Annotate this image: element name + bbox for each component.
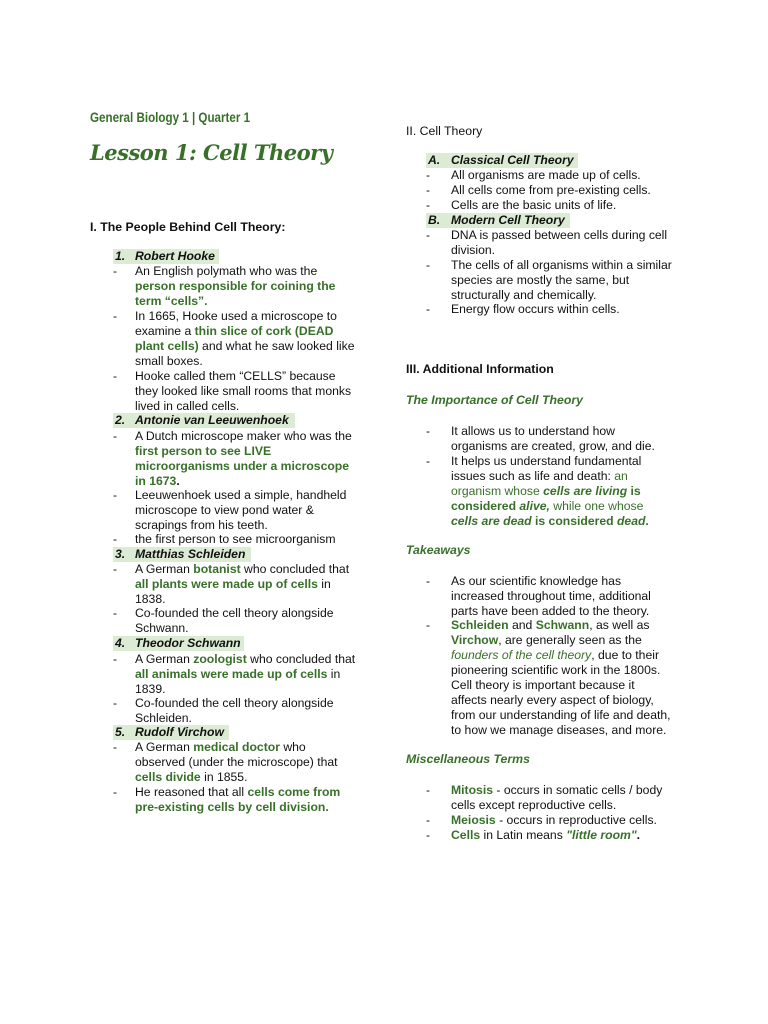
person-name: Robert Hooke <box>135 249 215 263</box>
text-line: The cells of all organisms within a similar <box>451 258 672 272</box>
text-line: lived in called cells. <box>135 399 240 413</box>
dash-bullet: - <box>426 168 431 182</box>
person-heading-virchow <box>113 725 229 740</box>
section-heading-additional-info: III. Additional Information <box>406 362 554 376</box>
text-span: botanist <box>193 562 241 576</box>
dash-bullet: - <box>113 785 118 799</box>
dash-bullet: - <box>426 813 431 827</box>
text-span: who <box>279 740 306 754</box>
person-number: 3. <box>115 547 126 561</box>
text-span: . <box>176 474 180 488</box>
text-span: all animals were made up of cells <box>135 667 328 681</box>
text-span: thin slice of cork (DEAD <box>194 324 334 338</box>
dash-bullet: - <box>113 606 118 620</box>
text-span: all plants were made up of cells <box>135 577 318 591</box>
text-span: who concluded that <box>240 562 350 576</box>
person-name: Antonie van Leeuwenhoek <box>135 413 289 427</box>
text-span: in Latin means <box>480 828 567 842</box>
text-span: organism whose <box>451 484 544 498</box>
dash-bullet: - <box>426 424 431 438</box>
text-span: Virchow <box>451 633 499 647</box>
text-span: , as well as <box>589 618 650 632</box>
text-span: , due to their <box>591 648 660 662</box>
text-line: term “cells”. <box>135 294 208 308</box>
person-heading-hooke <box>113 249 219 264</box>
text-span: cells are dead <box>451 514 532 528</box>
text-span: Schleiden <box>451 618 509 632</box>
text-line: Schwann. <box>135 621 189 635</box>
text-span: and <box>508 618 536 632</box>
text-line: cells except reproductive cells. <box>451 798 617 812</box>
person-number: 1. <box>115 249 126 263</box>
text-span: in <box>317 577 331 591</box>
text-span: - occurs in somatic cells / body <box>492 783 663 797</box>
text-span: cells divide <box>135 770 201 784</box>
text-span: and what he saw looked like <box>198 339 355 353</box>
theory-letter: A. <box>428 153 441 167</box>
text-span: "little room" <box>566 828 637 842</box>
theory-name: Classical Cell Theory <box>451 153 574 167</box>
person-number: 2. <box>115 413 126 427</box>
text-span: . <box>636 828 641 842</box>
dash-bullet: - <box>426 574 431 588</box>
text-line: It allows us to understand how <box>451 424 615 438</box>
text-span: who concluded that <box>246 652 356 666</box>
subheading-importance: The Importance of Cell Theory <box>406 393 583 407</box>
text-span: in 1855. <box>200 770 248 784</box>
text-line: Co-founded the cell theory alongside <box>135 696 334 710</box>
dash-bullet: - <box>113 369 118 383</box>
dash-bullet: - <box>426 228 431 242</box>
subheading-takeaways: Takeaways <box>406 543 471 557</box>
text-span: . <box>645 514 649 528</box>
text-span: cells come from <box>247 785 341 799</box>
text-line: the first person to see microorganism <box>135 532 336 546</box>
text-line: 1838. <box>135 592 166 606</box>
dash-bullet: - <box>426 783 431 797</box>
person-heading-leeuwenhoek <box>113 413 295 428</box>
theory-name: Modern Cell Theory <box>451 213 565 227</box>
person-heading-schleiden <box>113 547 251 562</box>
text-span: is <box>627 484 641 498</box>
text-line: Co-founded the cell theory alongside <box>135 606 334 620</box>
text-line: affects nearly every aspect of biology, <box>451 693 654 707</box>
text-span: Mitosis <box>451 783 493 797</box>
text-line: microscope to view pond water & <box>135 503 314 517</box>
dash-bullet: - <box>113 532 118 546</box>
text-line: Cells are the basic units of life. <box>451 198 617 212</box>
text-line: DNA is passed between cells during cell <box>451 228 668 242</box>
lesson-title: Lesson 1: Cell Theory <box>90 140 333 165</box>
text-line: An English polymath who was the <box>135 264 318 278</box>
text-line: to how we manage diseases, and more. <box>451 723 667 737</box>
section-heading-people: I. The People Behind Cell Theory: <box>90 220 286 234</box>
text-span: He reasoned that all <box>135 785 248 799</box>
person-number: 4. <box>115 636 126 650</box>
text-line: scrapings from his teeth. <box>135 518 268 532</box>
dash-bullet: - <box>113 309 118 323</box>
dash-bullet: - <box>113 696 118 710</box>
text-line: All cells come from pre-existing cells. <box>451 183 651 197</box>
text-line: Energy flow occurs within cells. <box>451 302 620 316</box>
course-header: General Biology 1 | Quarter 1 <box>90 110 251 125</box>
dash-bullet: - <box>113 652 118 666</box>
text-span: , are generally seen as the <box>498 633 642 647</box>
subheading-misc-terms: Miscellaneous Terms <box>406 752 530 766</box>
text-line: structurally and chemically. <box>451 288 597 302</box>
person-name: Matthias Schleiden <box>135 547 246 561</box>
text-span: in <box>327 667 341 681</box>
text-span: medical doctor <box>193 740 280 754</box>
text-line: parts have been added to the theory. <box>451 604 650 618</box>
text-line: division. <box>451 243 496 257</box>
text-line: microorganisms under a microscope <box>135 459 350 473</box>
text-span: Schwann <box>535 618 590 632</box>
text-span: A German <box>135 740 194 754</box>
dash-bullet: - <box>426 183 431 197</box>
text-line: In 1665, Hooke used a microscope to <box>135 309 337 323</box>
text-span: issues such as life and death: <box>451 469 615 483</box>
text-span: an <box>614 469 628 483</box>
text-line: Cell theory is important because it <box>451 678 635 692</box>
person-number: 5. <box>115 725 126 739</box>
text-span: Cells <box>451 828 481 842</box>
text-span: - occurs in reproductive cells. <box>495 813 657 827</box>
dash-bullet: - <box>426 258 431 272</box>
theory-heading-modern <box>426 213 570 228</box>
text-line: pioneering scientific work in the 1800s. <box>451 663 661 677</box>
dash-bullet: - <box>426 302 431 316</box>
dash-bullet: - <box>426 828 431 842</box>
text-line: A Dutch microscope maker who was the <box>135 429 352 443</box>
theory-heading-classical <box>426 153 578 168</box>
dash-bullet: - <box>113 429 118 443</box>
text-span: examine a <box>135 324 195 338</box>
text-line: species are mostly the same, but <box>451 273 630 287</box>
text-line: from our understanding of life and death, <box>451 708 671 722</box>
dash-bullet: - <box>113 264 118 278</box>
text-line: they looked like small rooms that monks <box>135 384 352 398</box>
dash-bullet: - <box>113 740 118 754</box>
theory-letter: B. <box>428 213 441 227</box>
section-heading-cell-theory: II. Cell Theory <box>406 124 483 138</box>
text-span: considered <box>451 499 520 513</box>
text-line: increased throughout time, additional <box>451 589 651 603</box>
text-span: dead <box>616 514 646 528</box>
text-line: first person to see LIVE <box>135 444 272 458</box>
text-span: zoologist <box>193 652 247 666</box>
text-line: small boxes. <box>135 354 203 368</box>
text-line: observed (under the microscope) that <box>135 755 338 769</box>
text-span: is considered <box>531 514 617 528</box>
text-span: A German <box>135 562 194 576</box>
person-name: Theodor Schwann <box>135 636 241 650</box>
text-span: plant cells) <box>135 339 199 353</box>
text-line: Hooke called them “CELLS” because <box>135 369 336 383</box>
text-line: organisms are created, grow, and die. <box>451 439 655 453</box>
person-heading-schwann <box>113 636 244 651</box>
text-span: Meiosis <box>451 813 496 827</box>
dash-bullet: - <box>113 562 118 576</box>
person-name: Rudolf Virchow <box>135 725 224 739</box>
text-line: person responsible for coining the <box>135 279 336 293</box>
text-line: Schleiden. <box>135 711 192 725</box>
dash-bullet: - <box>113 488 118 502</box>
text-line: pre-existing cells by cell division. <box>135 800 329 814</box>
text-span: founders of the cell theory <box>451 648 592 662</box>
dash-bullet: - <box>426 454 431 468</box>
text-line: Leeuwenhoek used a simple, handheld <box>135 488 347 502</box>
text-span: A German <box>135 652 194 666</box>
text-line: It helps us understand fundamental <box>451 454 642 468</box>
text-span: while one whose <box>549 499 644 513</box>
text-line: 1839. <box>135 682 166 696</box>
dash-bullet: - <box>426 618 431 632</box>
text-span: in 1673 <box>135 474 177 488</box>
text-span: alive, <box>519 499 550 513</box>
text-line: All organisms are made up of cells. <box>451 168 641 182</box>
text-line: As our scientific knowledge has <box>451 574 622 588</box>
dash-bullet: - <box>426 198 431 212</box>
text-span: cells are living <box>543 484 628 498</box>
